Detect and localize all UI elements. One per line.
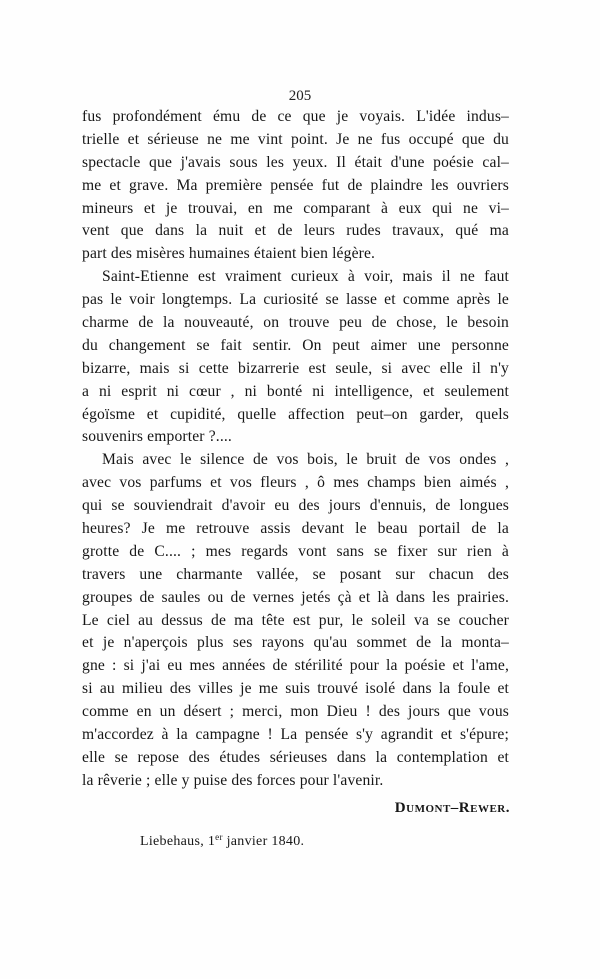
text-line: avec vos parfums et vos fleurs , ô mes champs bien aimés , xyxy=(82,474,509,492)
body-text xyxy=(82,106,509,793)
text-line: spectacle que j'avais sous les yeux. Il était d'une poésie cal– xyxy=(82,153,509,171)
dateline-day: 1er xyxy=(207,832,223,849)
dateline-date: janvier 1840. xyxy=(226,834,305,849)
text-line: si au milieu des villes je me suis trouvé isolé dans la foule et xyxy=(82,680,509,698)
text-line: comme en un désert ; merci, mon Dieu ! des jours que vous xyxy=(82,703,509,721)
paragraph xyxy=(82,449,509,792)
text-line: gne : si j'ai eu mes années de stérilité pour la poésie et l'ame, xyxy=(82,657,509,675)
paragraph xyxy=(82,106,509,266)
text-line: charme de la nouveauté, on trouve peu de chose, le besoin xyxy=(82,314,509,332)
paragraph xyxy=(82,266,509,449)
text-line: pas le voir longtemps. La curiosité se lasse et comme après le xyxy=(82,291,509,309)
text-line: groupes de saules ou de vernes jetés çà et là dans les prairies. xyxy=(82,588,509,606)
text-line: et je n'aperçois plus ses rayons qu'au sommet de la monta– xyxy=(82,634,509,652)
page-number: 205 xyxy=(288,88,312,104)
text-line: travers une charmante vallée, se posant sur chacun des xyxy=(82,565,509,583)
author-signature: Dumont–Rewer. xyxy=(394,800,510,816)
dateline xyxy=(140,832,304,850)
text-line: Mais avec le silence de vos bois, le bruit de vos ondes , xyxy=(102,451,509,469)
text-line: fus profondément ému de ce que je voyais. L'idée indus– xyxy=(82,108,509,125)
dateline-place: Liebehaus, xyxy=(140,834,205,849)
text-line: a ni esprit ni cœur , ni bonté ni intelligence, et seulement xyxy=(82,382,509,400)
text-line: trielle et sérieuse ne me vint point. Je ne fus occupé que du xyxy=(82,130,509,148)
text-line: la rêverie ; elle y puise des forces pour l'avenir. xyxy=(82,771,384,789)
text-line: du changement se fait sentir. On peut aimer une personne xyxy=(82,336,509,354)
text-line: vent que dans la nuit et de leurs rudes travaux, qué ma xyxy=(82,222,509,240)
text-line: grotte de C.... ; mes regards vont sans se fixer sur rien à xyxy=(82,542,509,560)
text-line: part des misères humaines étaient bien légère. xyxy=(82,245,376,263)
text-line: qui se souviendrait d'avoir eu des jours d'ennuis, de longues xyxy=(82,497,509,515)
text-line: me et grave. Ma première pensée fut de plaindre les ouvriers xyxy=(82,176,509,194)
text-line: souvenirs emporter ?.... xyxy=(82,428,232,446)
text-line: elle se repose des études sérieuses dans la contemplation et xyxy=(82,748,509,766)
text-line: mineurs et je trouvai, en me comparant à eux qui ne vi– xyxy=(82,199,509,217)
text-line: Le ciel au dessus de ma tête est pur, le soleil va se coucher xyxy=(82,611,509,629)
text-line: bizarre, mais si cette bizarrerie est seule, si avec elle il n'y xyxy=(82,359,509,377)
text-line: égoïsme et cupidité, quelle affection peut–on garder, quels xyxy=(82,405,509,423)
text-line: heures? Je me retrouve assis devant le beau portail de la xyxy=(82,520,509,538)
text-line: Saint-Etienne est vraiment curieux à voir, mais il ne faut xyxy=(102,268,509,286)
text-line: m'accordez à la campagne ! La pensée s'y agrandit et s'épure; xyxy=(82,726,509,744)
